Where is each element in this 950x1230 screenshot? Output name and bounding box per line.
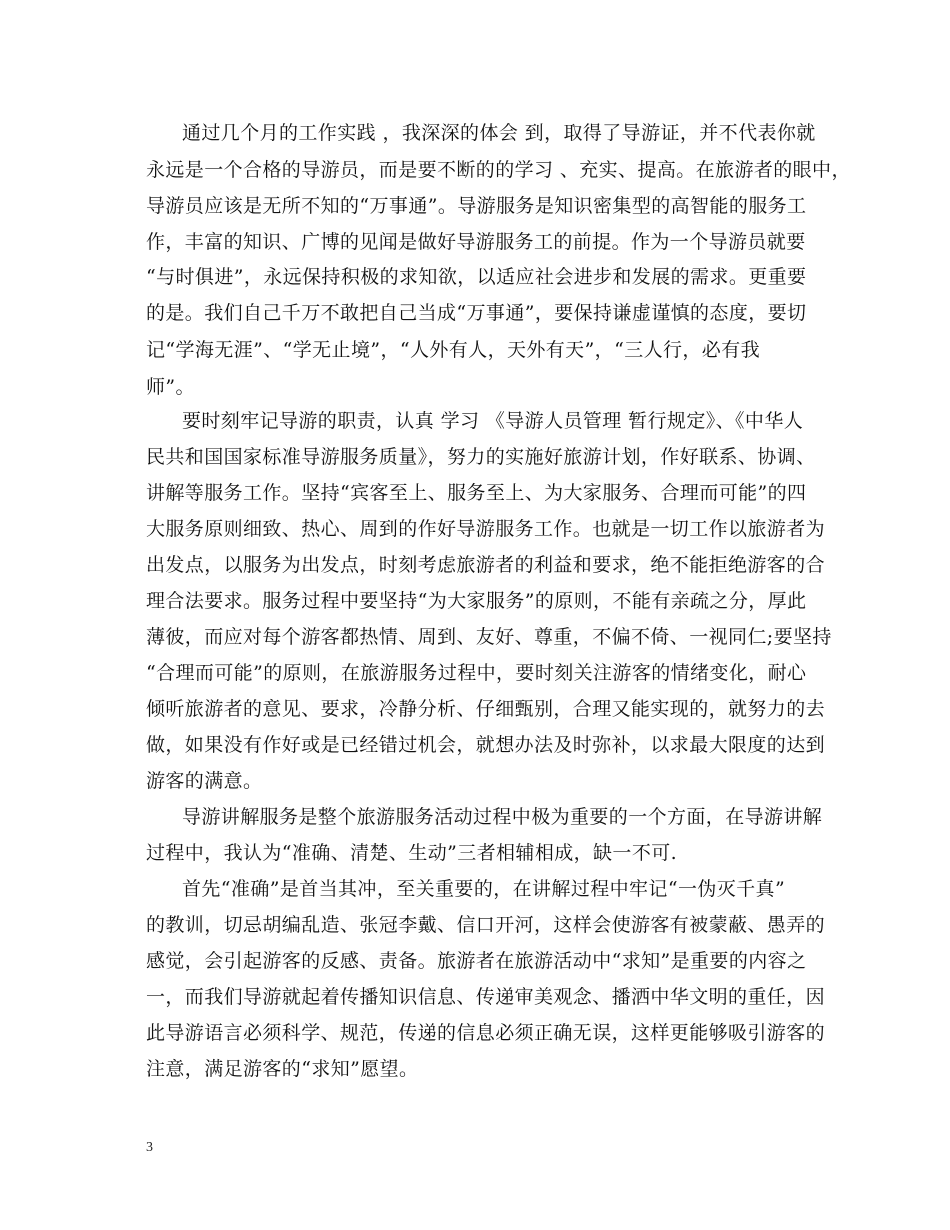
text-line: 做，如果没有作好或是已经错过机会，就想办法及时弥补，以求最大限度的达到 xyxy=(146,734,826,756)
text-line: 游客的满意。 xyxy=(146,770,263,792)
text-line: 薄彼，而应对每个游客都热情、周到、友好、尊重，不偏不倚、一视同仁;要坚持 xyxy=(146,626,832,648)
text-line: “与时俱进”，永远保持积极的求知欲，以适应社会进步和发展的需求。更重要 xyxy=(146,266,807,288)
text-line: 导游员应该是无所不知的“万事通”。导游服务是知识密集型的高智能的服务工 xyxy=(146,195,807,217)
text-line: 感觉，会引起游客的反感、责备。旅游者在旅游活动中“求知”是重要的内容之 xyxy=(146,950,807,972)
text-line: 作，丰富的知识、广博的见闻是做好导游服务工的前提。作为一个导游员就要 xyxy=(146,231,806,253)
text-line: 过程中，我认为“准确、清楚、生动”三者相辅相成，缺一不可. xyxy=(146,842,678,864)
text-line: 师”。 xyxy=(146,376,195,398)
text-line: “合理而可能”的原则，在旅游服务过程中，要时刻关注游客的情绪变化，耐心 xyxy=(146,662,807,684)
text-line: 大服务原则细致、热心、周到的作好导游服务工作。也就是一切工作以旅游者为 xyxy=(146,518,826,540)
text-line: 出发点，以服务为出发点，时刻考虑旅游者的利益和要求，绝不能拒绝游客的合 xyxy=(146,554,826,576)
text-line: 要时刻牢记导游的职责，认真 学习 《导游人员管理 暂行规定》、《中华人 xyxy=(182,410,804,432)
text-line: 倾听旅游者的意见、要求，冷静分析、仔细甄别，合理又能实现的，就努力的去 xyxy=(146,698,826,720)
text-line: 此导游语言必须科学、规范，传递的信息必须正确无误，这样更能够吸引游客的 xyxy=(146,1022,826,1044)
text-line: 理合法要求。服务过程中要坚持“为大家服务”的原则，不能有亲疏之分，厚此 xyxy=(146,590,807,612)
text-line: 记“学海无涯”、“学无止境”，“人外有人，天外有天”，“三人行，必有我 xyxy=(146,339,760,361)
text-line: 一，而我们导游就起着传播知识信息、传递审美观念、播洒中华文明的重任，因 xyxy=(146,986,826,1008)
text-line: 注意，满足游客的“求知”愿望。 xyxy=(146,1058,419,1080)
text-line: 导游讲解服务是整个旅游服务活动过程中极为重要的一个方面，在导游讲解 xyxy=(182,806,823,828)
text-line: 民共和国国家标准导游服务质量》，努力的实施好旅游计划，作好联系、协调、 xyxy=(146,446,816,468)
text-line: 讲解等服务工作。坚持“宾客至上、服务至上、为大家服务、合理而可能”的四 xyxy=(146,482,807,504)
page-number: 3 xyxy=(146,1140,153,1155)
text-line: 通过几个月的工作实践 ，我深深的体会 到，取得了导游证，并不代表你就 xyxy=(182,122,816,144)
text-line: 永远是一个合格的导游员，而是要不断的的学习 、充实、提高。在旅游者的眼中， xyxy=(146,159,851,181)
text-line: 的教训，切忌胡编乱造、张冠李戴、信口开河，这样会使游客有被蒙蔽、愚弄的 xyxy=(146,914,826,936)
text-line: 的是。我们自己千万不敢把自己当成“万事通”，要保持谦虚谨慎的态度，要切 xyxy=(146,302,807,324)
text-line: 首先“准确”是首当其冲，至关重要的，在讲解过程中牢记“一伪灭千真” xyxy=(182,878,786,900)
